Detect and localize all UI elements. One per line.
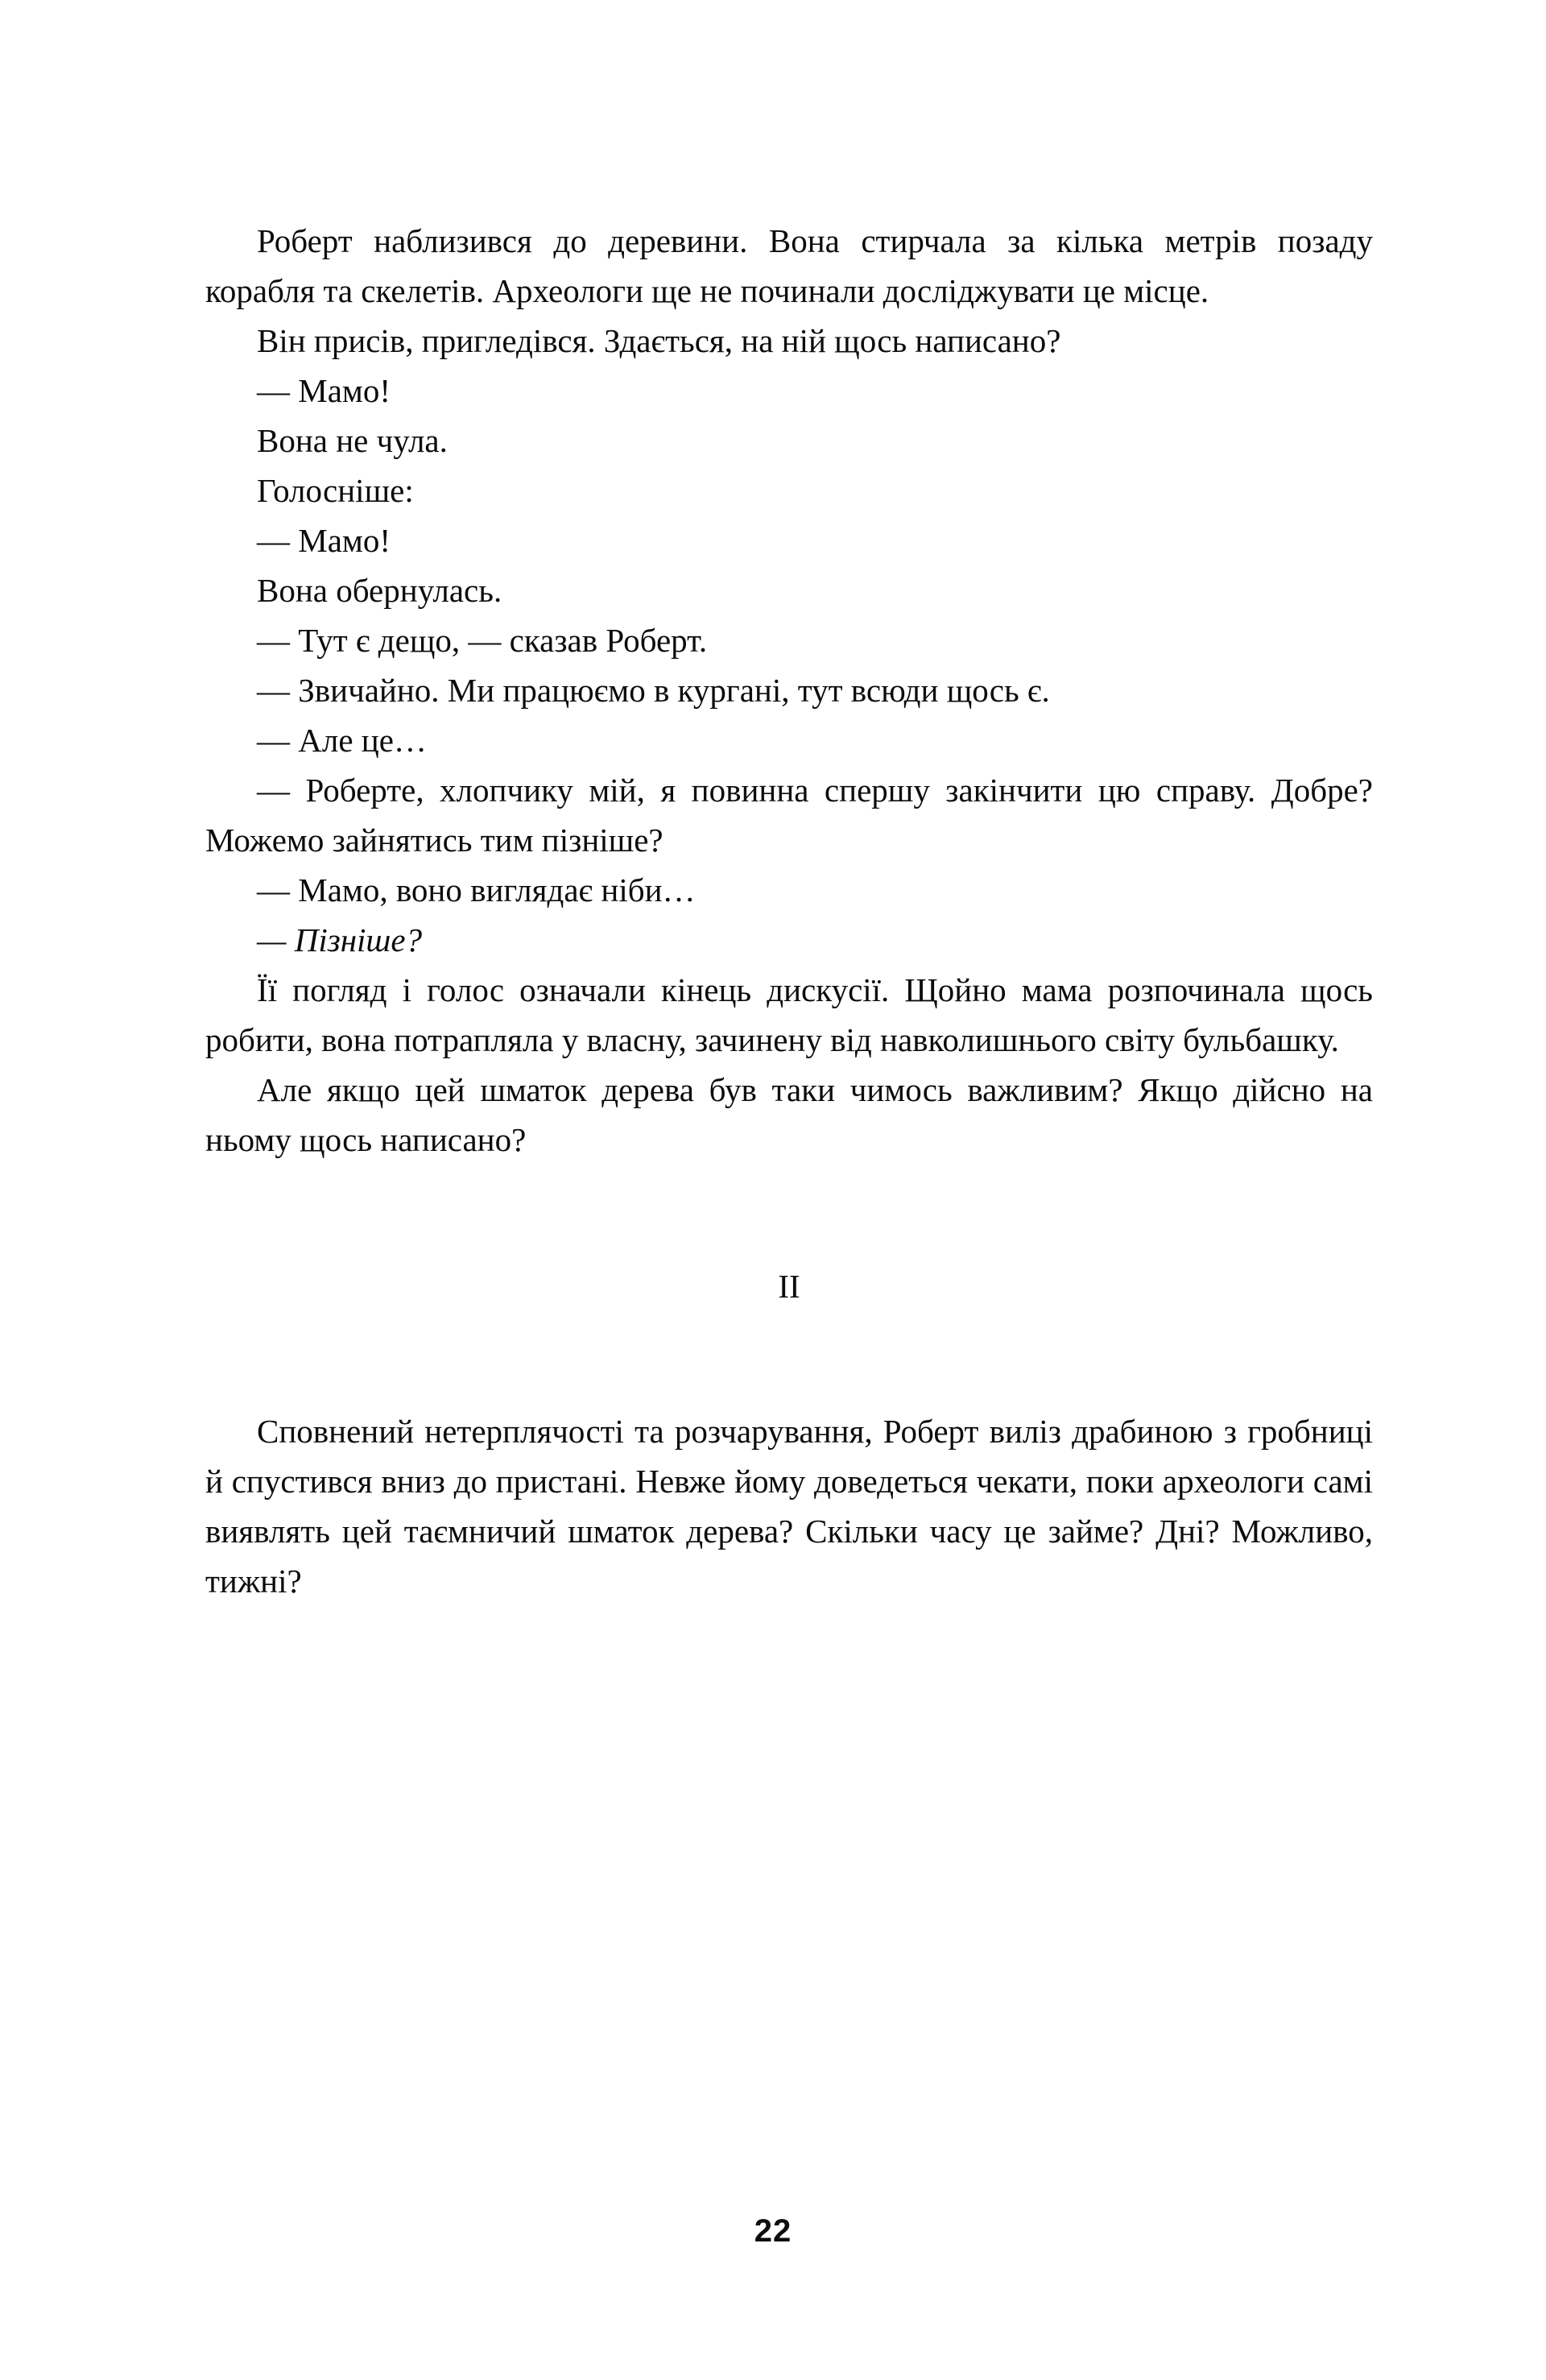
paragraph: Роберт наблизився до деревини. Вона стирчала за кілька метрів позаду корабля та скелетів. Археологи ще не починали досліджувати це місце. bbox=[205, 222, 1373, 309]
section-break-spacer-bottom bbox=[205, 1311, 1373, 1406]
dialogue-line-emphasis: — Пізніше? bbox=[257, 921, 423, 958]
paragraph: Голосніше: bbox=[257, 472, 414, 509]
section-break-spacer-top bbox=[205, 1165, 1373, 1261]
dialogue-line: — Мамо! bbox=[257, 372, 391, 409]
paragraph: Її погляд і голос означали кінець дискусії. Щойно мама розпочинала щось робити, вона потрапляла у власну, зачинену від навколишнього світу бульбашку. bbox=[205, 971, 1373, 1058]
paragraph: Вона обернулась. bbox=[257, 572, 502, 609]
dialogue-line: — Мамо! bbox=[257, 522, 391, 559]
paragraph: Але якщо цей шматок дерева був таки чимось важливим? Якщо дійсно на ньому щось написано? bbox=[205, 1071, 1373, 1158]
dialogue-line: — Але це… bbox=[257, 722, 427, 759]
page-text-block bbox=[205, 216, 1373, 1606]
dialogue-line: — Мамо, воно виглядає ніби… bbox=[257, 871, 696, 909]
paragraph: Він присів, пригледівся. Здається, на ній щось написано? bbox=[257, 322, 1061, 359]
dialogue-line: — Звичайно. Ми працюємо в кургані, тут всюди щось є. bbox=[257, 672, 1050, 709]
page-number: 22 bbox=[754, 2213, 792, 2249]
dialogue-line: — Тут є дещо, — сказав Роберт. bbox=[257, 622, 708, 659]
paragraph: Сповнений нетерплячості та розчарування, Роберт виліз драбиною з гробниці й спустився вниз до пристані. Невже йому доведеться чекати, поки археологи самі виявлять цей таємничий шматок дерева? Скільки часу це займе? Дні? Можливо, тижні? bbox=[205, 1413, 1373, 1600]
paragraph: Вона не чула. bbox=[257, 422, 448, 459]
section-number: II bbox=[778, 1268, 800, 1305]
dialogue-line: — Роберте, хлопчику мій, я повинна спершу закінчити цю справу. Добре? Можемо зайнятись тим пізніше? bbox=[205, 772, 1373, 859]
